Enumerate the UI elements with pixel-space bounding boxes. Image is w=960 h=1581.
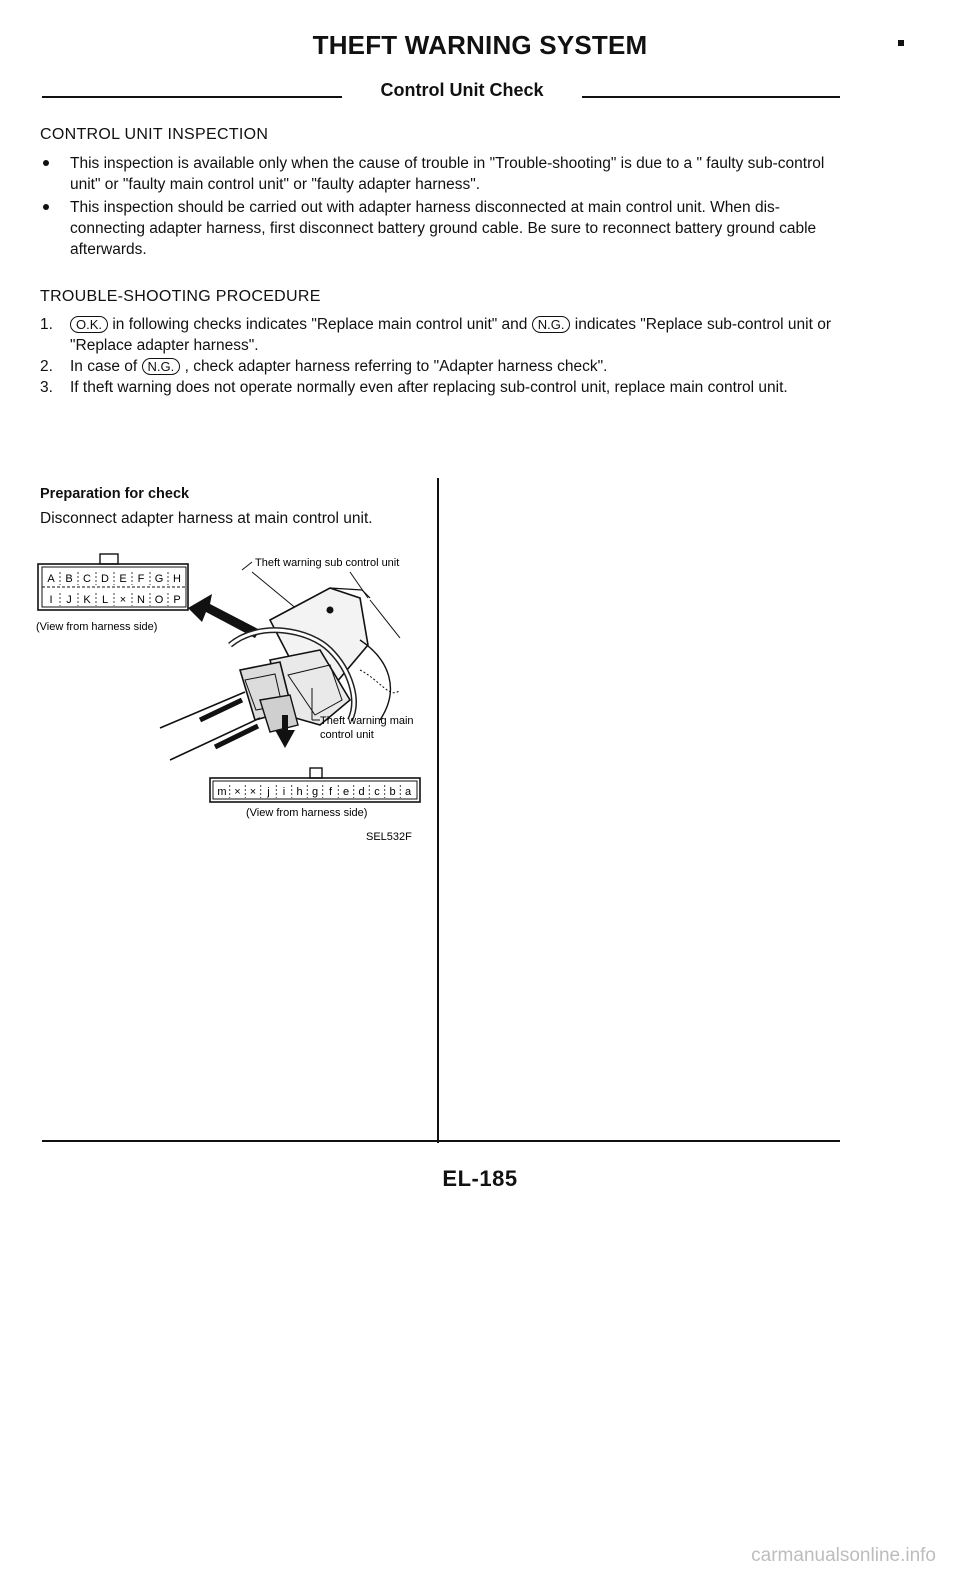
sub-unit-label: Theft warning sub control unit (255, 557, 400, 569)
bullet-icon (43, 160, 49, 166)
bullet-text: This inspection is available only when the cause of trouble in "Trouble-shooting" is due to a " faulty sub-control unit" or "faulty main control unit" or "faulty adapter harness". (70, 155, 825, 193)
page-number: EL-185 (442, 1166, 518, 1191)
connector-pin-label: a (404, 786, 412, 798)
column-divider (437, 478, 439, 1143)
footer-rule (42, 1140, 840, 1142)
connector-pin-label: O (154, 594, 164, 606)
page-title: THEFT WARNING SYSTEM (312, 30, 648, 60)
control-unit-illustration (230, 572, 400, 732)
connector-pin-label: K (83, 594, 91, 606)
inspection-bullets (40, 153, 840, 262)
step-number: 3. (40, 379, 53, 396)
procedure-steps (40, 314, 840, 398)
bullet-icon (43, 204, 49, 210)
step-text: indicates "Replace sub-control unit or "Replace adapter harness". (70, 316, 832, 354)
connector-pin-label: × (234, 786, 241, 798)
connector-pin-label: D (101, 573, 109, 585)
step-text: In case of (70, 358, 138, 375)
view-label-left: (View from harness side) (36, 621, 158, 633)
procedure-heading: TROUBLE-SHOOTING PROCEDURE (40, 288, 321, 305)
connector-pin-label: E (119, 573, 127, 585)
section-title: Control Unit Check (380, 80, 544, 100)
figure-code: SEL532F (366, 831, 412, 843)
connector-pin-label: c (374, 786, 380, 798)
sub-unit-connector-icon (38, 554, 188, 610)
connector-pin-label: C (83, 573, 91, 585)
step-text: , check adapter harness referring to "Adapter harness check". (184, 358, 608, 375)
ok-badge: O.K. (70, 316, 108, 333)
connector-pin-label: H (173, 573, 181, 585)
step-item (40, 356, 840, 377)
inspection-heading: CONTROL UNIT INSPECTION (40, 126, 269, 143)
connector-pin-label: A (47, 573, 55, 585)
connector-pin-label: f (328, 786, 333, 798)
view-label-bottom: (View from harness side) (246, 807, 368, 819)
step-text: in following checks indicates "Replace main control unit" and (112, 316, 528, 333)
section-rule-left (42, 96, 342, 98)
bullet-item (40, 153, 840, 195)
section-header (42, 80, 840, 104)
main-unit-label-line2: control unit (320, 729, 374, 741)
connector-pin-label: N (137, 594, 145, 606)
connector-pin-label: m (217, 786, 227, 798)
step-number: 1. (40, 316, 53, 333)
bullet-item (40, 197, 840, 260)
step-item (40, 314, 840, 356)
ng-badge: N.G. (142, 358, 181, 375)
connector-pin-label: F (137, 573, 145, 585)
connector-pin-label: g (311, 786, 319, 798)
step-text: If theft warning does not operate normally even after replacing sub-control unit, replace main control unit. (70, 379, 788, 396)
connector-pin-label: J (66, 594, 72, 606)
connector-pin-label: d (358, 786, 365, 798)
connector-pin-label: G (154, 573, 164, 585)
section-rule-right (582, 96, 840, 98)
step-item (40, 377, 840, 398)
connector-pin-label: × (119, 594, 127, 606)
probe-icon (160, 692, 260, 760)
step-number: 2. (40, 358, 53, 375)
connector-pin-label: i (282, 786, 286, 798)
connector-pin-label: j (267, 786, 270, 798)
preparation-text: Disconnect adapter harness at main control unit. (40, 510, 373, 527)
watermark: carmanualsonline.info (751, 1545, 936, 1566)
ng-badge: N.G. (532, 316, 571, 333)
connector-pin-label: L (101, 594, 109, 606)
main-unit-label-line1: Theft warning main (320, 715, 414, 727)
connector-pin-label: h (296, 786, 303, 798)
connector-pin-label: P (173, 594, 181, 606)
connector-pin-label: I (49, 594, 53, 606)
connector-diagram (30, 550, 435, 850)
preparation-title: Preparation for check (40, 486, 190, 502)
connector-pin-label: B (65, 573, 73, 585)
bullet-text: This inspection should be carried out with adapter harness disconnected at main control unit. When dis-connecting adapter harness, first disconnect battery ground cable. Be sure to reconnect battery ground cable afterwards. (70, 199, 817, 258)
connector-pin-label: e (342, 786, 350, 798)
connector-pin-label: b (389, 786, 396, 798)
connector-pin-label: × (249, 786, 257, 798)
